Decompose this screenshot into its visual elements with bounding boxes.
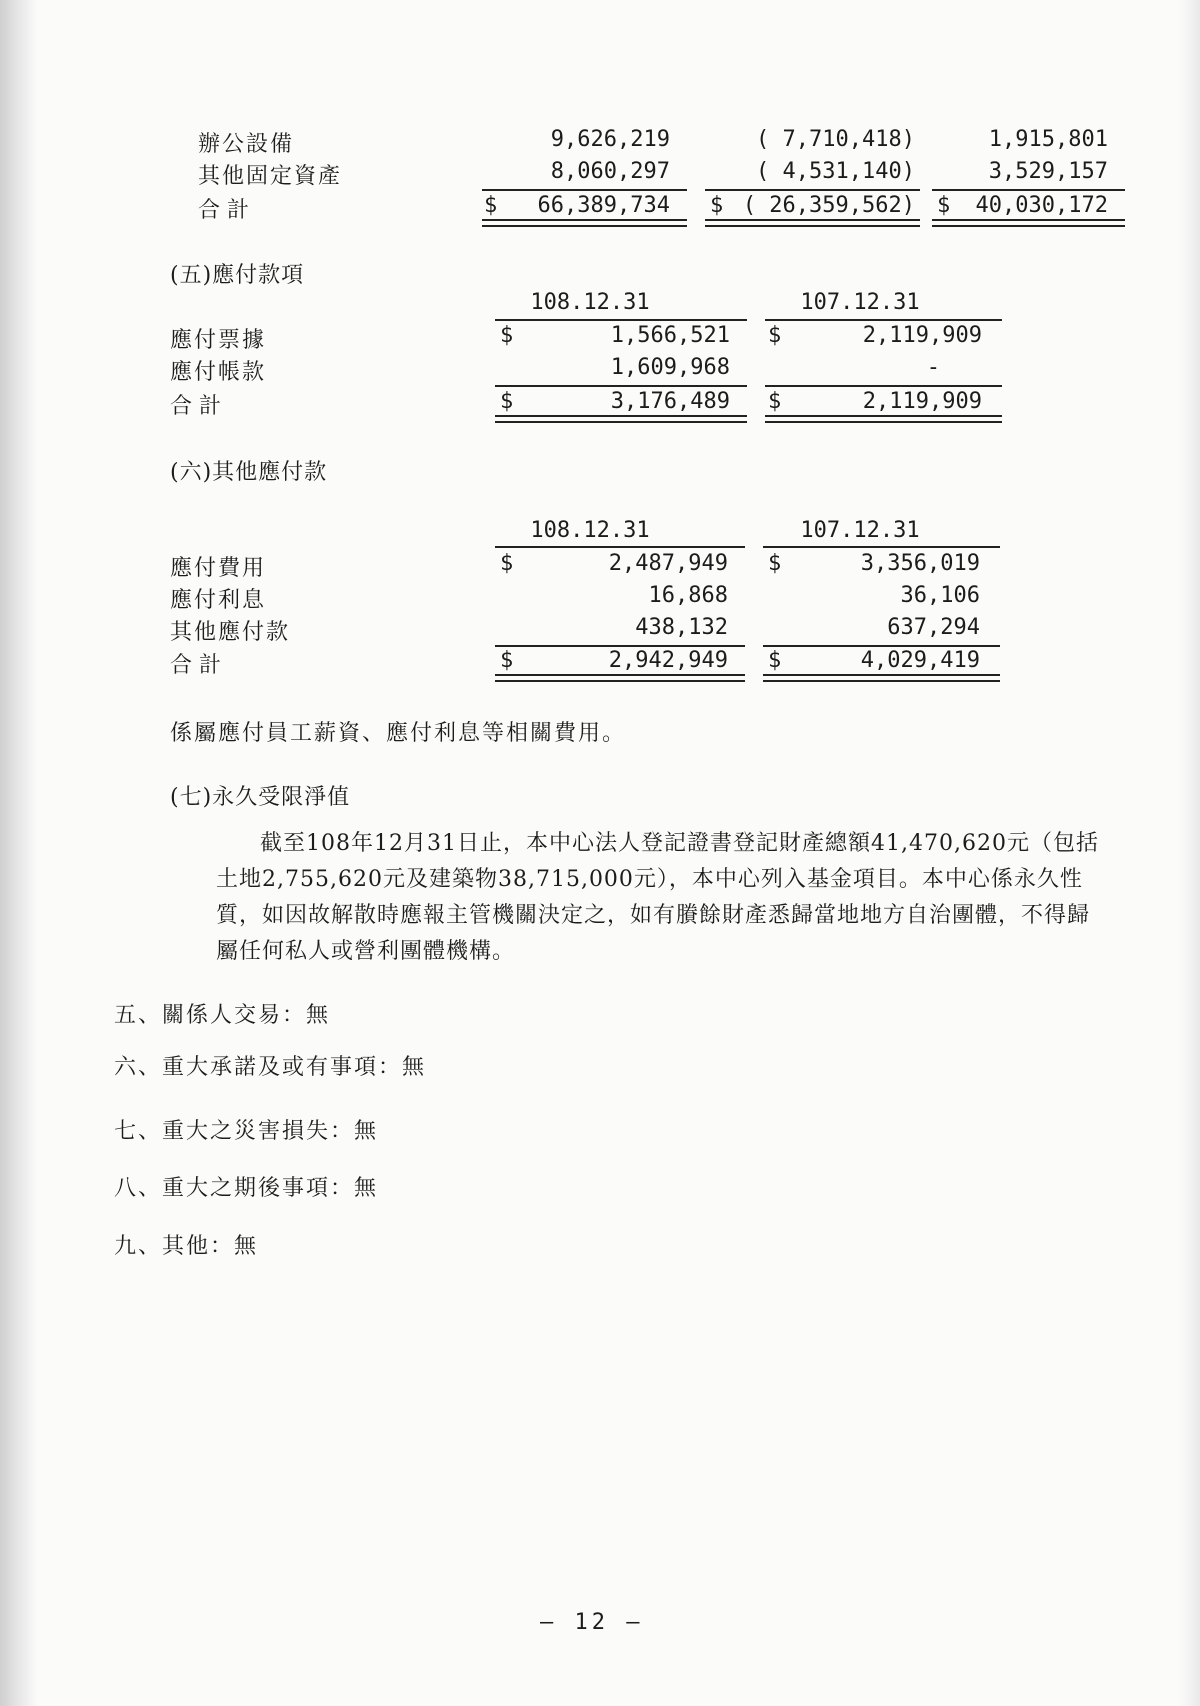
value-107: 637,294 xyxy=(887,615,980,640)
subtotal-line xyxy=(763,645,1000,647)
ppe-row-accum: ( 4,531,140) xyxy=(756,159,915,184)
value-108: 16,868 xyxy=(648,583,728,608)
column-header: 108.12.31 xyxy=(530,290,650,315)
ppe-total-cost-symbol: $ xyxy=(484,193,498,218)
header-line xyxy=(495,319,747,321)
subtotal-line xyxy=(495,645,745,647)
ppe-total-cost: 66,389,734 xyxy=(537,193,670,218)
total-double-line xyxy=(482,219,687,227)
total-label: 合 計 xyxy=(170,653,221,678)
restricted-body: 截至108年12月31日止，本中心法人登記證書登記財產總額41,470,620元（包括土地2,755,620元及建築物38,715,000元），本中心列入基金項目。本中心係永久性質，如因故解散時應報主管機關決定之，如有賸餘財產悉歸當地地方自治團體，不得歸屬任何私人或營利團體機構。 xyxy=(216,831,1099,964)
row-label: 應付票據 xyxy=(170,328,267,353)
value-107: 3,356,019 xyxy=(860,551,980,576)
currency-symbol: $ xyxy=(500,323,514,348)
ppe-row-cost: 9,626,219 xyxy=(550,127,670,152)
ppe-row-accum: ( 7,710,418) xyxy=(756,127,915,152)
total-double-line xyxy=(932,219,1125,227)
section-line: 七、重大之災害損失：無 xyxy=(114,1119,379,1144)
ppe-row-net: 3,529,157 xyxy=(988,159,1108,184)
total-label: 合 計 xyxy=(170,394,221,419)
page-number: — 12 — xyxy=(540,1610,644,1635)
row-label: 應付費用 xyxy=(170,556,267,581)
section-title: (五)應付款項 xyxy=(170,263,305,288)
ppe-total-label: 合 計 xyxy=(198,198,249,223)
column-header: 107.12.31 xyxy=(800,518,920,543)
ppe-row-net: 1,915,801 xyxy=(988,127,1108,152)
total-108: 3,176,489 xyxy=(610,389,730,414)
header-line xyxy=(495,546,745,548)
value-108: 1,609,968 xyxy=(610,355,730,380)
row-label: 應付利息 xyxy=(170,588,267,613)
section-line: 九、其他：無 xyxy=(114,1234,259,1259)
ppe-total-accum: ( 26,359,562) xyxy=(742,193,915,218)
column-header: 108.12.31 xyxy=(530,518,650,543)
total-double-line xyxy=(763,674,1000,682)
section-line: 五、關係人交易：無 xyxy=(114,1003,331,1028)
section-title: (七)永久受限淨值 xyxy=(170,785,351,810)
scan-edge-left xyxy=(0,0,38,1706)
value-107: 2,119,909 xyxy=(862,323,982,348)
total-108: 2,942,949 xyxy=(608,648,728,673)
ppe-row-label: 辦公設備 xyxy=(198,132,295,157)
currency-symbol: $ xyxy=(768,648,782,673)
section-title: (六)其他應付款 xyxy=(170,460,328,485)
currency-symbol: $ xyxy=(500,389,514,414)
total-double-line xyxy=(495,674,745,682)
subtotal-line xyxy=(482,189,687,191)
section-line: 六、重大承諾及或有事項：無 xyxy=(114,1055,427,1080)
column-header: 107.12.31 xyxy=(800,290,920,315)
ppe-total-net: 40,030,172 xyxy=(975,193,1108,218)
currency-symbol: $ xyxy=(768,323,782,348)
value-108: 438,132 xyxy=(635,615,728,640)
scan-edge-right xyxy=(1178,0,1200,1706)
total-double-line xyxy=(495,415,747,423)
total-double-line xyxy=(765,415,1002,423)
row-label: 應付帳款 xyxy=(170,360,267,385)
note-text: 係屬應付員工薪資、應付利息等相關費用。 xyxy=(170,721,627,746)
currency-symbol: $ xyxy=(768,389,782,414)
currency-symbol: $ xyxy=(500,648,514,673)
ppe-total-accum-symbol: $ xyxy=(710,193,724,218)
subtotal-line xyxy=(705,189,920,191)
value-108: 2,487,949 xyxy=(608,551,728,576)
total-107: 2,119,909 xyxy=(862,389,982,414)
subtotal-line xyxy=(932,189,1125,191)
currency-symbol: $ xyxy=(500,551,514,576)
value-108: 1,566,521 xyxy=(610,323,730,348)
subtotal-line xyxy=(495,385,747,387)
total-107: 4,029,419 xyxy=(860,648,980,673)
value-107: 36,106 xyxy=(900,583,980,608)
ppe-row-label: 其他固定資產 xyxy=(198,164,343,189)
section-line: 八、重大之期後事項：無 xyxy=(114,1176,379,1201)
value-107: - xyxy=(926,355,940,380)
header-line xyxy=(765,319,1002,321)
currency-symbol: $ xyxy=(768,551,782,576)
ppe-total-net-symbol: $ xyxy=(937,193,951,218)
subtotal-line xyxy=(765,385,1002,387)
header-line xyxy=(763,546,1000,548)
row-label: 其他應付款 xyxy=(170,620,291,645)
ppe-row-cost: 8,060,297 xyxy=(550,159,670,184)
total-double-line xyxy=(705,219,920,227)
